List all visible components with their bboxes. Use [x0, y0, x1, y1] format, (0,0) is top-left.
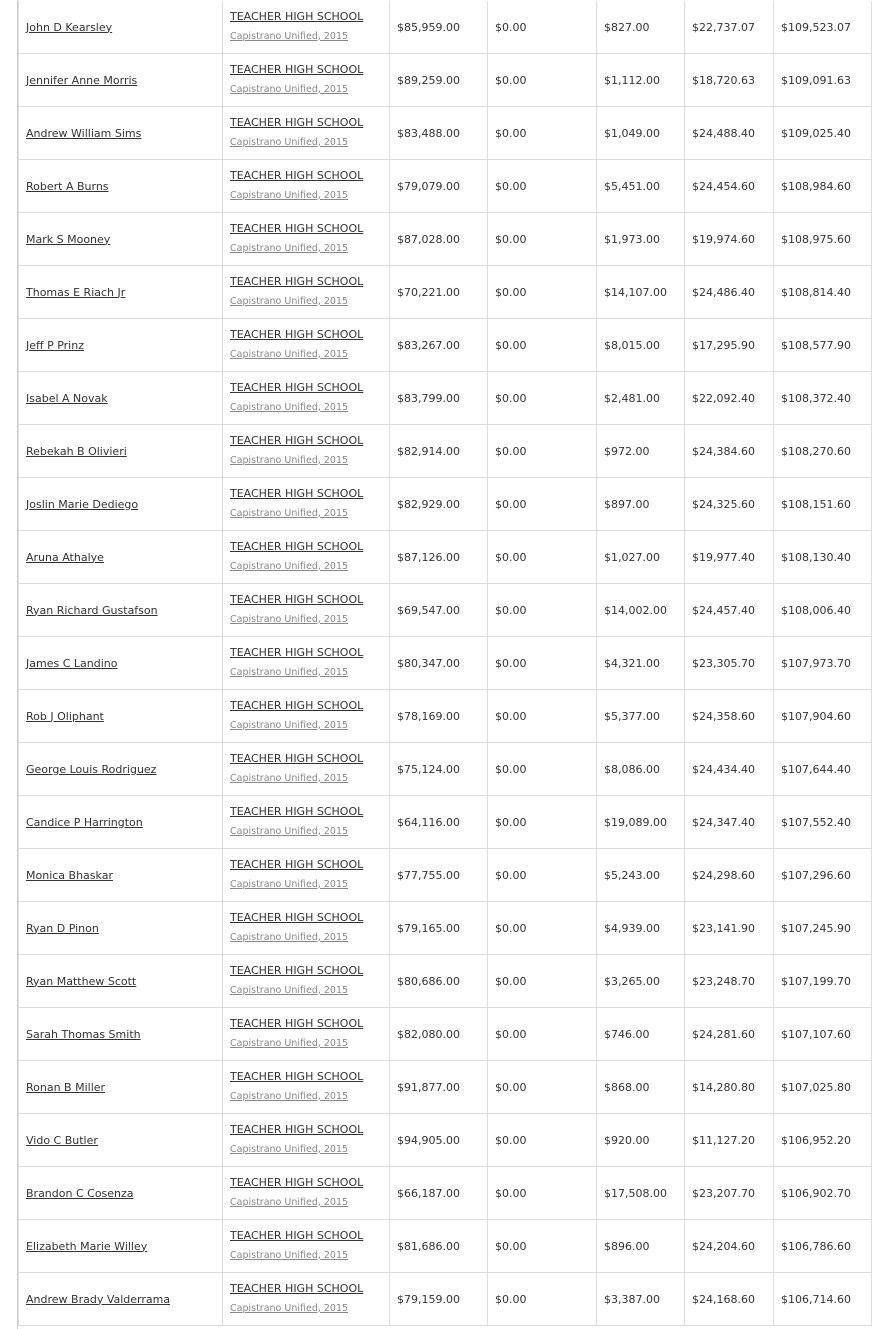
employee-name-link[interactable]: John D Kearsley [26, 20, 113, 34]
total-pay-benefits-cell: $108,984.60 [774, 160, 872, 213]
employee-name-link[interactable]: Rebekah B Olivieri [26, 444, 127, 458]
table-row [19, 1061, 872, 1114]
base-pay-cell: $77,755.00 [390, 849, 488, 902]
job-title-link[interactable]: TEACHER HIGH SCHOOL [230, 274, 364, 288]
table-row [19, 1220, 872, 1273]
agency-year-link[interactable]: Capistrano Unified, 2015 [230, 613, 349, 625]
agency-year-link[interactable]: Capistrano Unified, 2015 [230, 984, 349, 996]
base-pay-cell: $91,877.00 [390, 1061, 488, 1114]
overtime-pay-cell: $0.00 [488, 690, 597, 743]
benefits-cell: $24,488.40 [685, 107, 774, 160]
base-pay-cell: $87,028.00 [390, 213, 488, 266]
overtime-pay-cell: $0.00 [488, 425, 597, 478]
table-row [19, 849, 872, 902]
base-pay-cell: $79,079.00 [390, 160, 488, 213]
benefits-cell: $24,281.60 [685, 1008, 774, 1061]
agency-year-link[interactable]: Capistrano Unified, 2015 [230, 825, 349, 837]
job-title-link[interactable]: TEACHER HIGH SCHOOL [230, 1016, 364, 1030]
benefits-cell: $23,248.70 [685, 955, 774, 1008]
overtime-pay-cell: $0.00 [488, 531, 597, 584]
job-title-link[interactable]: TEACHER HIGH SCHOOL [230, 857, 364, 871]
employee-name-cell [19, 1220, 223, 1273]
total-pay-benefits-cell: $107,552.40 [774, 796, 872, 849]
benefits-cell: $24,298.60 [685, 849, 774, 902]
agency-year-link[interactable]: Capistrano Unified, 2015 [230, 401, 349, 413]
job-cell [223, 1273, 390, 1326]
table-row [19, 319, 872, 372]
overtime-pay-cell: $0.00 [488, 1, 597, 54]
overtime-pay-cell: $0.00 [488, 1220, 597, 1273]
employee-name-cell [19, 584, 223, 637]
base-pay-cell: $79,165.00 [390, 902, 488, 955]
other-pay-cell: $4,939.00 [597, 902, 685, 955]
employee-name-cell [19, 1114, 223, 1167]
benefits-cell: $23,207.70 [685, 1167, 774, 1220]
agency-year-link[interactable]: Capistrano Unified, 2015 [230, 666, 349, 678]
overtime-pay-cell: $0.00 [488, 1273, 597, 1326]
base-pay-cell: $78,169.00 [390, 690, 488, 743]
total-pay-benefits-cell: $109,523.07 [774, 1, 872, 54]
job-title-link[interactable]: TEACHER HIGH SCHOOL [230, 221, 364, 235]
job-title-link[interactable]: TEACHER HIGH SCHOOL [230, 1228, 364, 1242]
job-title-link[interactable]: TEACHER HIGH SCHOOL [230, 910, 364, 924]
base-pay-cell: $66,187.00 [390, 1167, 488, 1220]
agency-year-link[interactable]: Capistrano Unified, 2015 [230, 1249, 349, 1261]
overtime-pay-cell: $0.00 [488, 796, 597, 849]
employee-name-cell [19, 796, 223, 849]
job-cell [223, 690, 390, 743]
job-title-link[interactable]: TEACHER HIGH SCHOOL [230, 115, 364, 129]
total-pay-benefits-cell: $107,296.60 [774, 849, 872, 902]
base-pay-cell: $83,488.00 [390, 107, 488, 160]
total-pay-benefits-cell: $107,107.60 [774, 1008, 872, 1061]
agency-year-link[interactable]: Capistrano Unified, 2015 [230, 931, 349, 943]
job-title-link[interactable]: TEACHER HIGH SCHOOL [230, 751, 364, 765]
employee-name-link[interactable]: Andrew Brady Valderrama [26, 1292, 171, 1306]
base-pay-cell: $69,547.00 [390, 584, 488, 637]
job-cell [223, 1114, 390, 1167]
overtime-pay-cell: $0.00 [488, 478, 597, 531]
job-title-link[interactable]: TEACHER HIGH SCHOOL [230, 539, 364, 553]
employee-name-cell [19, 160, 223, 213]
employee-name-link[interactable]: Jennifer Anne Morris [26, 73, 138, 87]
job-cell [223, 54, 390, 107]
table-row [19, 955, 872, 1008]
base-pay-cell: $70,221.00 [390, 266, 488, 319]
total-pay-benefits-cell: $108,814.40 [774, 266, 872, 319]
job-title-link[interactable]: TEACHER HIGH SCHOOL [230, 1175, 364, 1189]
other-pay-cell: $868.00 [597, 1061, 685, 1114]
employee-name-cell [19, 955, 223, 1008]
job-title-link[interactable]: TEACHER HIGH SCHOOL [230, 963, 364, 977]
table-row [19, 1167, 872, 1220]
employee-name-link[interactable]: Ryan Matthew Scott [26, 974, 137, 988]
table-row [19, 54, 872, 107]
total-pay-benefits-cell: $107,245.90 [774, 902, 872, 955]
total-pay-benefits-cell: $107,025.80 [774, 1061, 872, 1114]
overtime-pay-cell: $0.00 [488, 160, 597, 213]
total-pay-benefits-cell: $108,130.40 [774, 531, 872, 584]
table-row [19, 690, 872, 743]
employee-name-cell [19, 319, 223, 372]
job-title-link[interactable]: TEACHER HIGH SCHOOL [230, 1281, 364, 1295]
other-pay-cell: $972.00 [597, 425, 685, 478]
base-pay-cell: $89,259.00 [390, 54, 488, 107]
job-cell [223, 160, 390, 213]
other-pay-cell: $14,002.00 [597, 584, 685, 637]
other-pay-cell: $17,508.00 [597, 1167, 685, 1220]
employee-name-link[interactable]: Aruna Athalye [26, 550, 104, 564]
total-pay-benefits-cell: $108,577.90 [774, 319, 872, 372]
employee-name-link[interactable]: Ryan Richard Gustafson [26, 603, 158, 617]
base-pay-cell: $80,686.00 [390, 955, 488, 1008]
table-row [19, 743, 872, 796]
employee-name-cell [19, 1273, 223, 1326]
job-cell [223, 1, 390, 54]
job-cell [223, 637, 390, 690]
agency-year-link[interactable]: Capistrano Unified, 2015 [230, 1090, 349, 1102]
agency-year-link[interactable]: Capistrano Unified, 2015 [230, 454, 349, 466]
other-pay-cell: $2,481.00 [597, 372, 685, 425]
job-cell [223, 478, 390, 531]
benefits-cell: $24,486.40 [685, 266, 774, 319]
employee-name-link[interactable]: Andrew William Sims [26, 126, 142, 140]
benefits-cell: $24,204.60 [685, 1220, 774, 1273]
base-pay-cell: $82,929.00 [390, 478, 488, 531]
other-pay-cell: $827.00 [597, 1, 685, 54]
table-row [19, 266, 872, 319]
employee-name-link[interactable]: Robert A Burns [26, 179, 109, 193]
employee-name-cell [19, 213, 223, 266]
overtime-pay-cell: $0.00 [488, 54, 597, 107]
job-title-link[interactable]: TEACHER HIGH SCHOOL [230, 9, 364, 23]
job-title-link[interactable]: TEACHER HIGH SCHOOL [230, 592, 364, 606]
table-row [19, 584, 872, 637]
employee-name-link[interactable]: Brandon C Cosenza [26, 1186, 134, 1200]
salary-records-table [18, 1, 872, 1326]
job-title-link[interactable]: TEACHER HIGH SCHOOL [230, 327, 364, 341]
base-pay-cell: $79,159.00 [390, 1273, 488, 1326]
overtime-pay-cell: $0.00 [488, 1008, 597, 1061]
employee-name-cell [19, 690, 223, 743]
total-pay-benefits-cell: $106,786.60 [774, 1220, 872, 1273]
table-row [19, 902, 872, 955]
overtime-pay-cell: $0.00 [488, 849, 597, 902]
other-pay-cell: $1,049.00 [597, 107, 685, 160]
employee-name-link[interactable]: Sarah Thomas Smith [26, 1027, 141, 1041]
job-cell [223, 1167, 390, 1220]
employee-name-cell [19, 531, 223, 584]
job-cell [223, 1008, 390, 1061]
overtime-pay-cell: $0.00 [488, 743, 597, 796]
agency-year-link[interactable]: Capistrano Unified, 2015 [230, 348, 349, 360]
benefits-cell: $23,305.70 [685, 637, 774, 690]
overtime-pay-cell: $0.00 [488, 584, 597, 637]
benefits-cell: $11,127.20 [685, 1114, 774, 1167]
benefits-cell: $14,280.80 [685, 1061, 774, 1114]
overtime-pay-cell: $0.00 [488, 902, 597, 955]
job-cell [223, 372, 390, 425]
benefits-cell: $22,092.40 [685, 372, 774, 425]
total-pay-benefits-cell: $109,025.40 [774, 107, 872, 160]
benefits-cell: $24,325.60 [685, 478, 774, 531]
benefits-cell: $24,384.60 [685, 425, 774, 478]
table-row [19, 1114, 872, 1167]
table-row [19, 796, 872, 849]
agency-year-link[interactable]: Capistrano Unified, 2015 [230, 1196, 349, 1208]
employee-name-cell [19, 478, 223, 531]
job-cell [223, 531, 390, 584]
overtime-pay-cell: $0.00 [488, 213, 597, 266]
job-title-link[interactable]: TEACHER HIGH SCHOOL [230, 698, 364, 712]
table-row [19, 1008, 872, 1061]
agency-year-link[interactable]: Capistrano Unified, 2015 [230, 30, 349, 42]
table-row [19, 213, 872, 266]
other-pay-cell: $897.00 [597, 478, 685, 531]
total-pay-benefits-cell: $107,644.40 [774, 743, 872, 796]
base-pay-cell: $75,124.00 [390, 743, 488, 796]
salary-records-body [19, 1, 872, 1326]
job-title-link[interactable]: TEACHER HIGH SCHOOL [230, 804, 364, 818]
other-pay-cell: $1,112.00 [597, 54, 685, 107]
other-pay-cell: $5,451.00 [597, 160, 685, 213]
base-pay-cell: $94,905.00 [390, 1114, 488, 1167]
other-pay-cell: $1,027.00 [597, 531, 685, 584]
other-pay-cell: $14,107.00 [597, 266, 685, 319]
base-pay-cell: $81,686.00 [390, 1220, 488, 1273]
employee-name-cell [19, 372, 223, 425]
benefits-cell: $24,168.60 [685, 1273, 774, 1326]
agency-year-link[interactable]: Capistrano Unified, 2015 [230, 136, 349, 148]
employee-name-cell [19, 1008, 223, 1061]
benefits-cell: $24,454.60 [685, 160, 774, 213]
total-pay-benefits-cell: $108,151.60 [774, 478, 872, 531]
overtime-pay-cell: $0.00 [488, 1167, 597, 1220]
total-pay-benefits-cell: $108,975.60 [774, 213, 872, 266]
agency-year-link[interactable]: Capistrano Unified, 2015 [230, 878, 349, 890]
job-cell [223, 107, 390, 160]
table-row [19, 637, 872, 690]
base-pay-cell: $64,116.00 [390, 796, 488, 849]
table-row [19, 1, 872, 54]
other-pay-cell: $896.00 [597, 1220, 685, 1273]
employee-name-link[interactable]: Ronan B Miller [26, 1080, 106, 1094]
agency-year-link[interactable]: Capistrano Unified, 2015 [230, 560, 349, 572]
job-cell [223, 1061, 390, 1114]
job-title-link[interactable]: TEACHER HIGH SCHOOL [230, 433, 364, 447]
overtime-pay-cell: $0.00 [488, 319, 597, 372]
other-pay-cell: $19,089.00 [597, 796, 685, 849]
employee-name-cell [19, 743, 223, 796]
employee-name-cell [19, 266, 223, 319]
total-pay-benefits-cell: $108,372.40 [774, 372, 872, 425]
job-cell [223, 902, 390, 955]
benefits-cell: $23,141.90 [685, 902, 774, 955]
benefits-cell: $24,434.40 [685, 743, 774, 796]
other-pay-cell: $3,387.00 [597, 1273, 685, 1326]
overtime-pay-cell: $0.00 [488, 637, 597, 690]
employee-name-link[interactable]: Candice P Harrington [26, 815, 143, 829]
employee-name-link[interactable]: George Louis Rodriguez [26, 762, 157, 776]
other-pay-cell: $5,243.00 [597, 849, 685, 902]
employee-name-link[interactable]: Mark S Mooney [26, 232, 111, 246]
employee-name-link[interactable]: Elizabeth Marie Willey [26, 1239, 148, 1253]
agency-year-link[interactable]: Capistrano Unified, 2015 [230, 1143, 349, 1155]
other-pay-cell: $8,086.00 [597, 743, 685, 796]
overtime-pay-cell: $0.00 [488, 1061, 597, 1114]
employee-name-link[interactable]: Jeff P Prinz [26, 338, 84, 352]
job-cell [223, 796, 390, 849]
employee-name-link[interactable]: Rob J Oliphant [26, 709, 104, 723]
other-pay-cell: $1,973.00 [597, 213, 685, 266]
job-cell [223, 213, 390, 266]
job-cell [223, 743, 390, 796]
base-pay-cell: $83,267.00 [390, 319, 488, 372]
benefits-cell: $24,358.60 [685, 690, 774, 743]
job-cell [223, 955, 390, 1008]
employee-name-cell [19, 1, 223, 54]
table-row [19, 425, 872, 478]
employee-name-cell [19, 637, 223, 690]
other-pay-cell: $920.00 [597, 1114, 685, 1167]
employee-name-link[interactable]: Ryan D Pinon [26, 921, 99, 935]
employee-name-link[interactable]: James C Landino [26, 656, 118, 670]
benefits-cell: $19,974.60 [685, 213, 774, 266]
base-pay-cell: $80,347.00 [390, 637, 488, 690]
total-pay-benefits-cell: $106,952.20 [774, 1114, 872, 1167]
job-cell [223, 584, 390, 637]
overtime-pay-cell: $0.00 [488, 955, 597, 1008]
other-pay-cell: $4,321.00 [597, 637, 685, 690]
total-pay-benefits-cell: $108,006.40 [774, 584, 872, 637]
table-row [19, 160, 872, 213]
benefits-cell: $22,737.07 [685, 1, 774, 54]
job-cell [223, 849, 390, 902]
benefits-cell: $24,347.40 [685, 796, 774, 849]
total-pay-benefits-cell: $106,714.60 [774, 1273, 872, 1326]
other-pay-cell: $3,265.00 [597, 955, 685, 1008]
employee-name-link[interactable]: Joslin Marie Dediego [26, 497, 139, 511]
overtime-pay-cell: $0.00 [488, 1114, 597, 1167]
agency-year-link[interactable]: Capistrano Unified, 2015 [230, 719, 349, 731]
employee-name-link[interactable]: Isabel A Novak [26, 391, 108, 405]
employee-name-cell [19, 902, 223, 955]
job-cell [223, 266, 390, 319]
agency-year-link[interactable]: Capistrano Unified, 2015 [230, 189, 349, 201]
total-pay-benefits-cell: $108,270.60 [774, 425, 872, 478]
total-pay-benefits-cell: $107,973.70 [774, 637, 872, 690]
agency-year-link[interactable]: Capistrano Unified, 2015 [230, 1302, 349, 1314]
overtime-pay-cell: $0.00 [488, 266, 597, 319]
total-pay-benefits-cell: $106,902.70 [774, 1167, 872, 1220]
employee-name-cell [19, 849, 223, 902]
agency-year-link[interactable]: Capistrano Unified, 2015 [230, 242, 349, 254]
total-pay-benefits-cell: $107,904.60 [774, 690, 872, 743]
table-row [19, 478, 872, 531]
agency-year-link[interactable]: Capistrano Unified, 2015 [230, 83, 349, 95]
base-pay-cell: $82,080.00 [390, 1008, 488, 1061]
job-title-link[interactable]: TEACHER HIGH SCHOOL [230, 1069, 364, 1083]
job-cell [223, 319, 390, 372]
job-title-link[interactable]: TEACHER HIGH SCHOOL [230, 62, 364, 76]
other-pay-cell: $5,377.00 [597, 690, 685, 743]
base-pay-cell: $82,914.00 [390, 425, 488, 478]
benefits-cell: $19,977.40 [685, 531, 774, 584]
overtime-pay-cell: $0.00 [488, 107, 597, 160]
employee-name-cell [19, 1061, 223, 1114]
overtime-pay-cell: $0.00 [488, 372, 597, 425]
job-title-link[interactable]: TEACHER HIGH SCHOOL [230, 380, 364, 394]
employee-name-link[interactable]: Monica Bhaskar [26, 868, 113, 882]
benefits-cell: $24,457.40 [685, 584, 774, 637]
job-title-link[interactable]: TEACHER HIGH SCHOOL [230, 168, 364, 182]
table-row [19, 531, 872, 584]
employee-name-link[interactable]: Thomas E Riach Jr [26, 285, 126, 299]
other-pay-cell: $8,015.00 [597, 319, 685, 372]
employee-name-cell [19, 1167, 223, 1220]
job-title-link[interactable]: TEACHER HIGH SCHOOL [230, 486, 364, 500]
benefits-cell: $17,295.90 [685, 319, 774, 372]
benefits-cell: $18,720.63 [685, 54, 774, 107]
job-title-link[interactable]: TEACHER HIGH SCHOOL [230, 645, 364, 659]
employee-name-cell [19, 425, 223, 478]
base-pay-cell: $85,959.00 [390, 1, 488, 54]
base-pay-cell: $87,126.00 [390, 531, 488, 584]
employee-name-link[interactable]: Vido C Butler [26, 1133, 98, 1147]
agency-year-link[interactable]: Capistrano Unified, 2015 [230, 295, 349, 307]
agency-year-link[interactable]: Capistrano Unified, 2015 [230, 772, 349, 784]
total-pay-benefits-cell: $109,091.63 [774, 54, 872, 107]
job-cell [223, 425, 390, 478]
employee-name-cell [19, 107, 223, 160]
table-row [19, 107, 872, 160]
agency-year-link[interactable]: Capistrano Unified, 2015 [230, 507, 349, 519]
table-row [19, 1273, 872, 1326]
job-title-link[interactable]: TEACHER HIGH SCHOOL [230, 1122, 364, 1136]
other-pay-cell: $746.00 [597, 1008, 685, 1061]
total-pay-benefits-cell: $107,199.70 [774, 955, 872, 1008]
base-pay-cell: $83,799.00 [390, 372, 488, 425]
agency-year-link[interactable]: Capistrano Unified, 2015 [230, 1037, 349, 1049]
table-row [19, 372, 872, 425]
job-cell [223, 1220, 390, 1273]
employee-name-cell [19, 54, 223, 107]
